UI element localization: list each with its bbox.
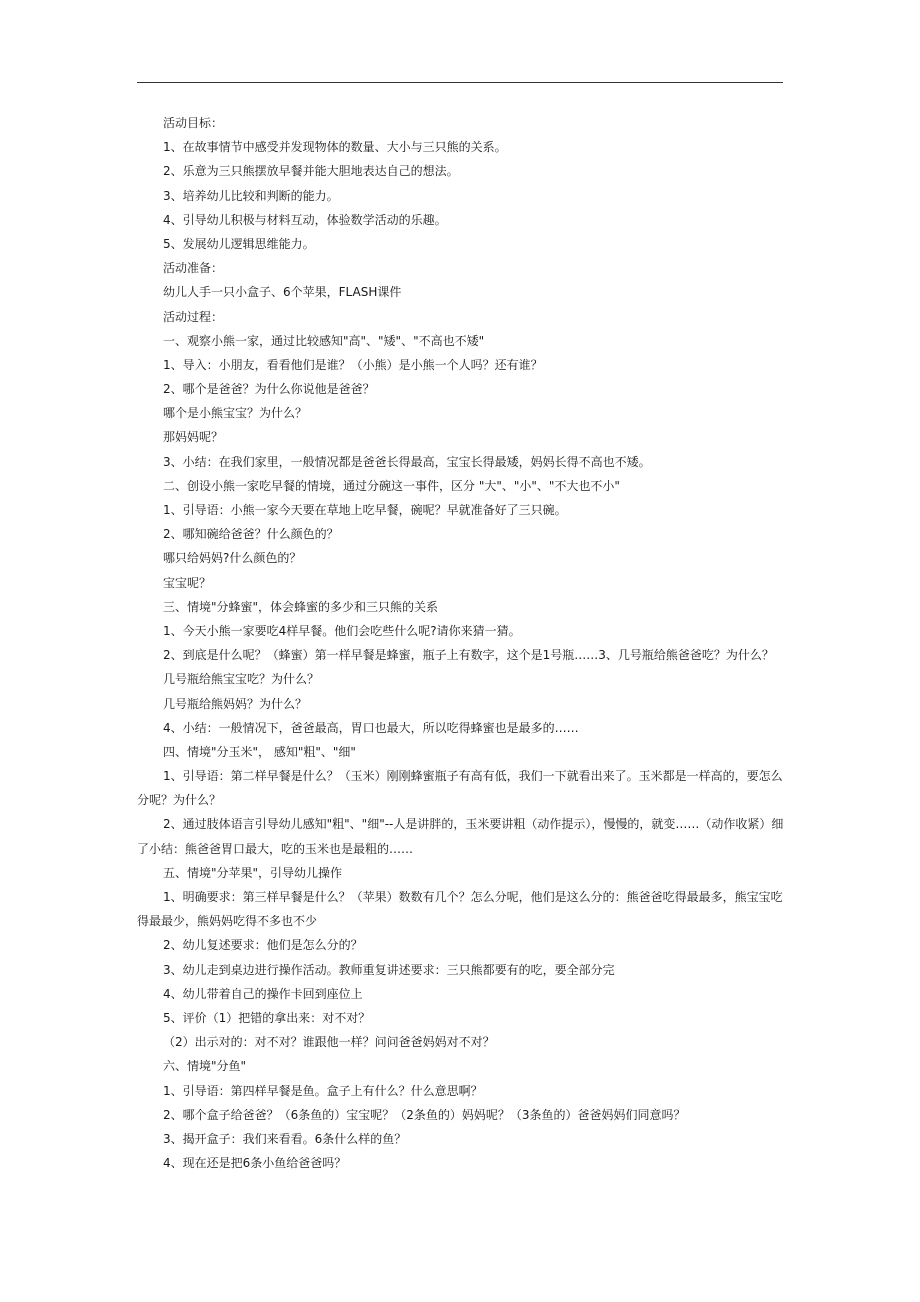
text-paragraph: 1、引导语：第二样早餐是什么？（玉米）刚刚蜂蜜瓶子有高有低，我们一下就看出来了。玉米都是一样高的，要怎么分呢？为什么？ [137, 769, 783, 808]
text-line: 4、幼儿带着自己的操作卡回到座位上 [163, 986, 363, 1001]
text-line: 1、在故事情节中感受并发现物体的数量、大小与三只熊的关系。 [163, 140, 507, 155]
text-line: 三、情境"分蜂蜜"，体会蜂蜜的多少和三只熊的关系 [163, 599, 439, 614]
text-line: 宝宝呢？ [163, 575, 212, 590]
text-line: 3、揭开盒子：我们来看看。6条什么样的鱼？ [163, 1131, 407, 1146]
text-line: 3、小结：在我们家里，一般情况都是爸爸长得最高，宝宝长得最矮，妈妈长得不高也不矮。 [163, 454, 651, 469]
text-line: 1、今天小熊一家要吃4样早餐。他们会吃些什么呢?请你来猜一猜。 [163, 623, 521, 638]
header-rule [137, 82, 783, 83]
document-body [137, 111, 793, 1175]
text-line: 六、情境"分鱼" [163, 1059, 247, 1074]
text-line: 1、引导语：小熊一家今天要在草地上吃早餐，碗呢？早就准备好了三只碗。 [163, 503, 567, 517]
text-line: 3、幼儿走到桌边进行操作活动。教师重复讲述要求：三只熊都要有的吃，要全部分完 [163, 962, 615, 977]
text-line: 那妈妈呢？ [163, 430, 224, 445]
text-line: 幼儿人手一只小盒子、6个苹果，FLASH课件 [163, 285, 402, 300]
section-heading-process: 活动过程： [163, 309, 224, 324]
text-line: 4、现在还是把6条小鱼给爸爸吗？ [163, 1156, 347, 1171]
text-paragraph: 2、通过肢体语言引导幼儿感知"粗"、"细"--人是讲胖的，玉米要讲粗（动作提示），慢慢的，就变……（动作收紧）细了小结：熊爸爸胃口最大，吃的玉米也是最粗的…… [137, 817, 784, 856]
text-line: （2）出示对的：对不对？谁跟他一样？问问爸爸妈妈对不对？ [163, 1035, 495, 1050]
text-line: 2、哪个是爸爸？为什么你说他是爸爸？ [163, 382, 375, 397]
text-line: 5、评价（1）把错的拿出来：对不对？ [163, 1011, 371, 1026]
text-line: 二、创设小熊一家吃早餐的情境，通过分碗这一事件，区分 "大"、"小"、"不大也不小" [163, 478, 620, 493]
text-line: 四、情境"分玉米"， 感知"粗"、"细" [163, 744, 356, 759]
section-heading-preparation: 活动准备： [163, 261, 224, 276]
text-line: 几号瓶给熊宝宝吃？为什么？ [163, 672, 320, 687]
text-line: 哪个是小熊宝宝？为什么？ [163, 406, 308, 421]
text-line: 一、观察小熊一家，通过比较感知"高"、"矮"、"不高也不矮" [163, 333, 485, 348]
text-paragraph: 1、明确要求：第三样早餐是什么？（苹果）数数有几个？怎么分呢，他们是这么分的：熊爸爸吃得最最多，熊宝宝吃得最最少，熊妈妈吃得不多也不少 [137, 890, 783, 929]
text-line: 2、哪个盒子给爸爸？（6条鱼的）宝宝呢？（2条鱼的）妈妈呢？（3条鱼的）爸爸妈妈们同意吗？ [163, 1107, 686, 1122]
text-line: 4、引导幼儿积极与材料互动，体验数学活动的乐趣。 [163, 212, 447, 227]
text-line: 哪只给妈妈?什么颜色的？ [163, 551, 302, 566]
text-line: 几号瓶给熊妈妈？为什么？ [163, 696, 308, 711]
text-line: 5、发展幼儿逻辑思维能力。 [163, 236, 315, 251]
text-line: 1、引导语：第四样早餐是鱼。盒子上有什么？什么意思啊？ [163, 1083, 483, 1098]
text-line: 4、小结：一般情况下，爸爸最高，胃口也最大，所以吃得蜂蜜也是最多的…… [163, 720, 579, 735]
text-line: 3、培养幼儿比较和判断的能力。 [163, 188, 339, 203]
section-heading-goals: 活动目标： [163, 116, 224, 130]
text-line: 五、情境"分苹果"，引导幼儿操作 [163, 865, 343, 880]
text-line: 2、到底是什么呢？（蜂蜜）第一样早餐是蜂蜜，瓶子上有数字，这个是1号瓶……3、几号瓶给熊爸爸吃？为什么？ [163, 648, 774, 663]
text-line: 2、哪知碗给爸爸？什么颜色的？ [163, 527, 339, 542]
text-line: 2、幼儿复述要求：他们是怎么分的？ [163, 938, 363, 953]
text-line: 1、导入：小朋友，看看他们是谁？（小熊）是小熊一个人吗？还有谁？ [163, 357, 543, 372]
text-line: 2、乐意为三只熊摆放早餐并能大胆地表达自己的想法。 [163, 164, 459, 179]
